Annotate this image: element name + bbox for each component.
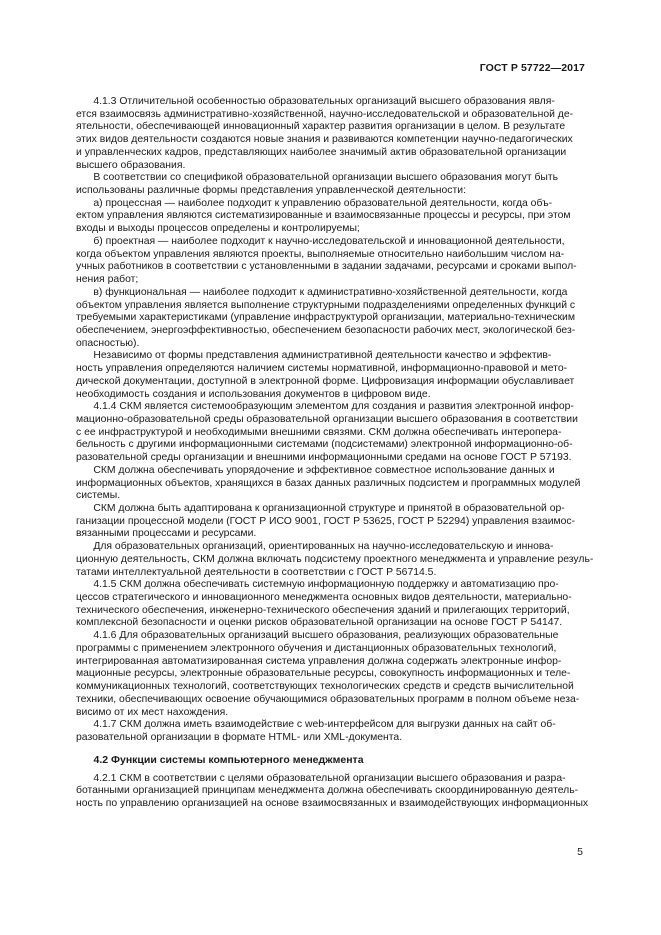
document-code-header: ГОСТ Р 57722—2017 [479,62,585,74]
text-line: 4.1.6 Для образовательных организаций высшего образования, реализующих образовательные [76,630,559,642]
text-line: высшего образования. [76,159,186,171]
text-line: системы. [76,490,121,502]
body-text-after-heading [76,772,589,811]
text-line: вязанными процессами и ресурсами. [76,528,257,540]
text-line: необходимость создания и использования документов в цифровом виде. [76,388,431,400]
text-line: разовательной организации в формате HTML- или XML-документа. [76,731,403,743]
text-line: коммуникационных технологий, соответствующих технологических средств и средств вычислительной [76,681,574,693]
text-line: техники, обеспечивающих освоение обучающимися образовательных программ в полном объеме неза- [76,693,580,705]
text-line: Независимо от формы представления административной деятельности качество и эффектив- [76,350,552,362]
text-line: технического обеспечения, инженерно-технического обеспечения зданий и прилегающих территорий, [76,604,570,616]
text-line: и управленческих кадров, представляющих наиболее значимый актив образовательной организации [76,146,567,158]
text-line: СКМ должна обеспечивать упорядочение и эффективное совместное использование данных и [76,464,555,476]
text-line: дической документации, доступной в электронной форме. Цифровизация информации обуславливает [76,375,575,387]
body-text-before-heading [76,96,594,745]
text-line: б) проектная — наиболее подходит к научно-исследовательской и инновационной деятельности, [76,235,565,247]
text-line: информационных объектов, хранящихся в базах данных различных подсистем и программных модулей [76,477,581,489]
text-line: ется взаимосвязь административно-хозяйственной, научно-исследовательской и образовательной де- [76,108,574,120]
text-line: 4.1.4 СКМ является системообразующим элементом для создания и развития электронной инфор- [76,401,574,413]
text-line: этих видов деятельности создаются новые знания и развиваются компетенции научно-педагогических [76,134,573,146]
page-body [76,96,594,811]
text-line: ятельности, обеспечивающей инновационный характер развития организации в целом. В результате [76,121,566,133]
text-line: объектом управления является выполнение структурными подразделениями определенных функций с [76,299,576,311]
text-line: а) процессная — наиболее подходит к управлению образовательной деятельности, когда объ- [76,197,553,209]
text-line: татами интеллектуальной деятельности в соответствии с ГОСТ Р 56714.5. [76,566,437,578]
text-line: обеспечением, энергоэффективностью, обеспечением безопасности рабочих мест, экологической без- [76,324,576,336]
text-line: нения работ; [76,274,139,286]
text-line: требуемыми характеристиками (управление инфраструктурой организации, материально-техническим [76,312,576,324]
text-line: висимо от их мест нахождения. [76,706,229,718]
text-line: мационно-образовательной среды образовательной организации высшего образования в соответствии [76,413,578,425]
text-line: комплексной безопасности и оценки рисков образовательной организации на основе ГОСТ Р 54147. [76,617,563,629]
text-line: ность управления определяются наличием системы нормативной, информационно-правовой и мето- [76,363,568,375]
text-line: ектом управления являются систематизированные и взаимосвязанные процессы и ресурсы, при этом [76,210,571,222]
text-line: 4.2.1 СКМ в соответствии с целями образовательной организации высшего образования и разра- [76,772,566,784]
text-line: 4.1.3 Отличительной особенностью образовательных организаций высшего образования явля- [76,96,555,107]
text-line: Для образовательных организаций, ориентированных на научно-исследовательскую и иннова- [76,541,554,553]
text-line: интегрированная автоматизированная система управления должна содержать электронные инфор- [76,655,562,667]
text-line: программы с применением электронного обучения и дистанционных образовательных технологий, [76,642,557,654]
text-line: входы и выходы процессов определены и контролируемы; [76,223,360,235]
text-line: СКМ должна быть адаптирована к организационной структуре и принятой в образовательной ор- [76,503,565,514]
text-line: учных работников в соответствии с установленными в задании задачами, ресурсами и сроками выпол- [76,261,577,273]
text-line: 4.1.7 СКМ должна иметь взаимодействие с web-интерфейсом для выгрузки данных на сайт об- [76,719,556,731]
text-line: в) функциональная — наиболее подходит к административно-хозяйственной деятельности, когда [76,286,568,298]
text-line: ганизации процессной модели (ГОСТ Р ИСО 9001, ГОСТ Р 53625, ГОСТ Р 52294) управления взаимос- [76,515,576,527]
text-line: когда объектом управления являются проекты, выполняемые относительно наибольшим числом на- [76,248,565,260]
text-line: ционную деятельность, СКМ должна включать подсистему проектного менеджмента и управление резуль- [76,553,594,565]
text-line: ботанными организацией принципам менеджмента должна обеспечивать скоординированную деятель- [76,785,579,797]
text-line: цессов стратегического и инновационного менеджмента основных видов деятельности, материально- [76,592,572,604]
text-line: использованы различные формы представления управленческой деятельности: [76,185,466,197]
text-line: мационные ресурсы, электронные образовательные ресурсы, совокупность информационных и теле- [76,668,571,680]
page-number: 5 [577,846,583,858]
section-heading-4-2: 4.2 Функции системы компьютерного менеджмента [76,753,364,766]
text-line: 4.1.5 СКМ должна обеспечивать системную информационную поддержку и автоматизацию про- [76,579,559,591]
text-line: бельность с другими информационными системами (подсистемами) электронной информационно-об- [76,439,573,451]
text-line: ность по управлению организацией на основе взаимосвязанных и взаимодействующих информационных [76,798,589,810]
text-line: разовательной среды организации и внешними информационными средами на основе ГОСТ Р 57193. [76,452,572,464]
text-line: В соответствии со спецификой образовательной организации высшего образования могут быть [76,172,559,184]
text-line: с ее инфраструктурой и необходимыми внешними связями. СКМ должна обеспечивать интеропера- [76,426,562,438]
text-line: опасностью). [76,337,140,349]
